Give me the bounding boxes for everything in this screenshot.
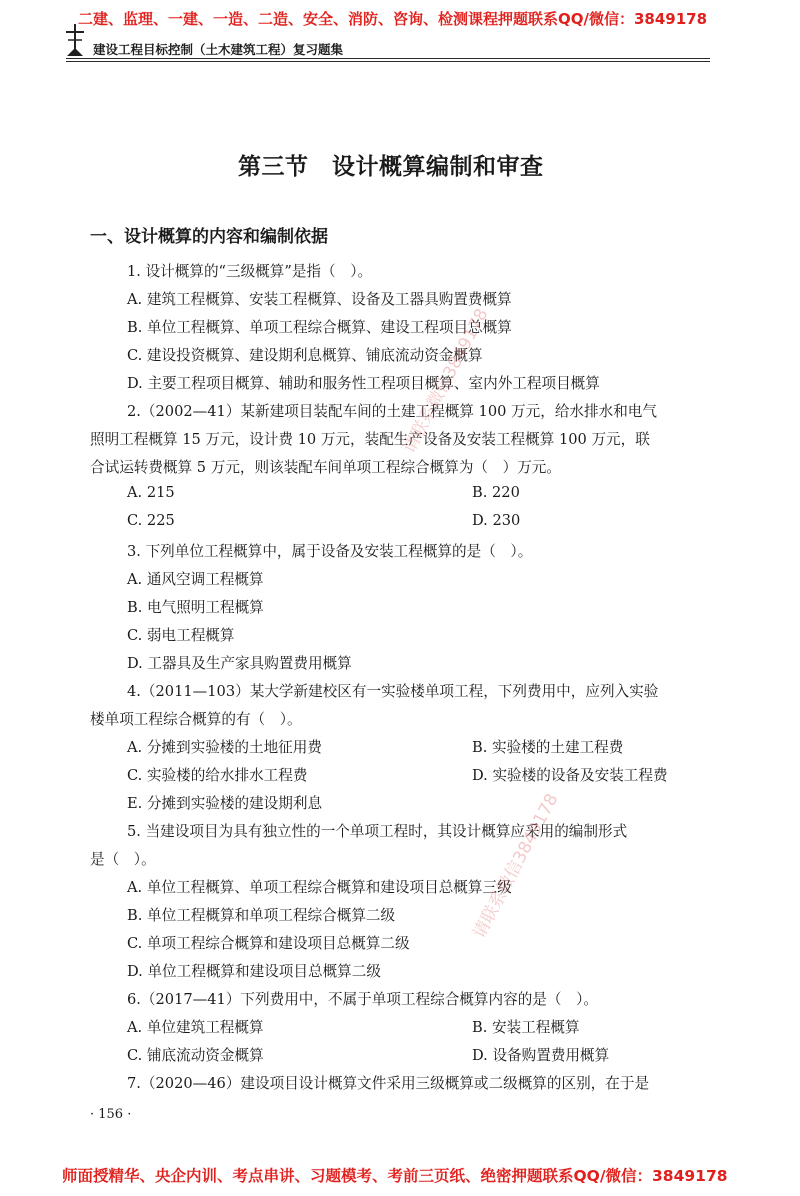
question-5-option-b: B. 单位工程概算和单项工程综合概算二级 <box>127 907 396 924</box>
promo-banner-bottom: 师面授精华、央企内训、考点串讲、习题模考、考前三页纸、绝密押题联系QQ/微信：3849178 <box>62 1167 728 1185</box>
question-4-stem-line-1: 4.（2011—103）某大学新建校区有一实验楼单项工程，下列费用中，应列入实验 <box>127 683 659 700</box>
question-2-option-a: A. 215 <box>127 484 175 501</box>
question-5-stem-line-1: 5. 当建设项目为具有独立性的一个单项工程时，其设计概算应采用的编制形式 <box>127 823 628 840</box>
header-title: 建设工程目标控制（土木建筑工程）复习题集 <box>93 42 344 57</box>
question-6-option-b: B. 安装工程概算 <box>472 1019 580 1036</box>
page-number: · 156 · <box>90 1107 132 1122</box>
question-3-option-c: C. 弱电工程概算 <box>127 627 235 644</box>
header-rule <box>66 58 710 59</box>
question-6-option-d: D. 设备购置费用概算 <box>472 1047 610 1064</box>
question-1-stem: 1. 设计概算的“三级概算”是指（ ）。 <box>127 263 373 280</box>
promo-banner-top: 二建、监理、一建、一造、二造、安全、消防、咨询、检测课程押题联系QQ/微信：3849178 <box>78 10 708 28</box>
watermark: 请联系微信3849178 <box>399 305 493 457</box>
question-3-option-d: D. 工器具及生产家具购置费用概算 <box>127 655 352 672</box>
section-heading: 一、设计概算的内容和编制依据 <box>90 227 328 247</box>
question-2-option-d: D. 230 <box>472 512 521 529</box>
question-3-stem: 3. 下列单位工程概算中，属于设备及安装工程概算的是（ ）。 <box>127 543 533 560</box>
question-2-option-c: C. 225 <box>127 512 175 529</box>
question-6-option-c: C. 铺底流动资金概算 <box>127 1047 264 1064</box>
question-3-option-b: B. 电气照明工程概算 <box>127 599 264 616</box>
question-4-option-c: C. 实验楼的给水排水工程费 <box>127 767 308 784</box>
watermark: 请联系微信3849178 <box>469 790 563 942</box>
question-4-option-b: B. 实验楼的土建工程费 <box>472 739 624 756</box>
question-7-stem: 7.（2020—46）建设项目设计概算文件采用三级概算或二级概算的区别，在于是 <box>127 1075 650 1092</box>
question-2-stem-line-2: 照明工程概算 15 万元，设计费 10 万元，装配生产设备及安装工程概算 100 万元，联 <box>90 431 650 448</box>
question-1-option-b: B. 单位工程概算、单项工程综合概算、建设工程项目总概算 <box>127 319 512 336</box>
question-3-option-a: A. 通风空调工程概算 <box>127 571 264 588</box>
header-rule-thin <box>66 61 710 62</box>
question-4-stem-line-2: 楼单项工程综合概算的有（ ）。 <box>90 711 302 728</box>
question-4-option-e: E. 分摊到实验楼的建设期利息 <box>127 795 323 812</box>
question-6-stem: 6.（2017—41）下列费用中，不属于单项工程综合概算内容的是（ ）。 <box>127 991 598 1008</box>
question-2-stem-line-3: 合试运转费概算 5 万元，则该装配车间单项工程综合概算为（ ）万元。 <box>90 459 561 476</box>
header-logo-icon <box>64 22 86 58</box>
question-5-option-a: A. 单位工程概算、单项工程综合概算和建设项目总概算三级 <box>127 879 512 896</box>
question-4-option-a: A. 分摊到实验楼的土地征用费 <box>127 739 322 756</box>
question-1-option-d: D. 主要工程项目概算、辅助和服务性工程项目概算、室内外工程项目概算 <box>127 375 600 392</box>
question-1-option-c: C. 建设投资概算、建设期利息概算、铺底流动资金概算 <box>127 347 483 364</box>
question-4-option-d: D. 实验楼的设备及安装工程费 <box>472 767 668 784</box>
question-5-option-d: D. 单位工程概算和建设项目总概算二级 <box>127 963 381 980</box>
question-2-option-b: B. 220 <box>472 484 520 501</box>
question-5-option-c: C. 单项工程综合概算和建设项目总概算二级 <box>127 935 410 952</box>
question-5-stem-line-2: 是（ ）。 <box>90 851 156 868</box>
question-6-option-a: A. 单位建筑工程概算 <box>127 1019 264 1036</box>
question-1-option-a: A. 建筑工程概算、安装工程概算、设备及工器具购置费概算 <box>127 291 512 308</box>
chapter-title: 第三节 设计概算编制和审查 <box>238 154 544 180</box>
question-2-stem-line-1: 2.（2002—41）某新建项目装配车间的土建工程概算 100 万元，给水排水和电气 <box>127 403 657 420</box>
